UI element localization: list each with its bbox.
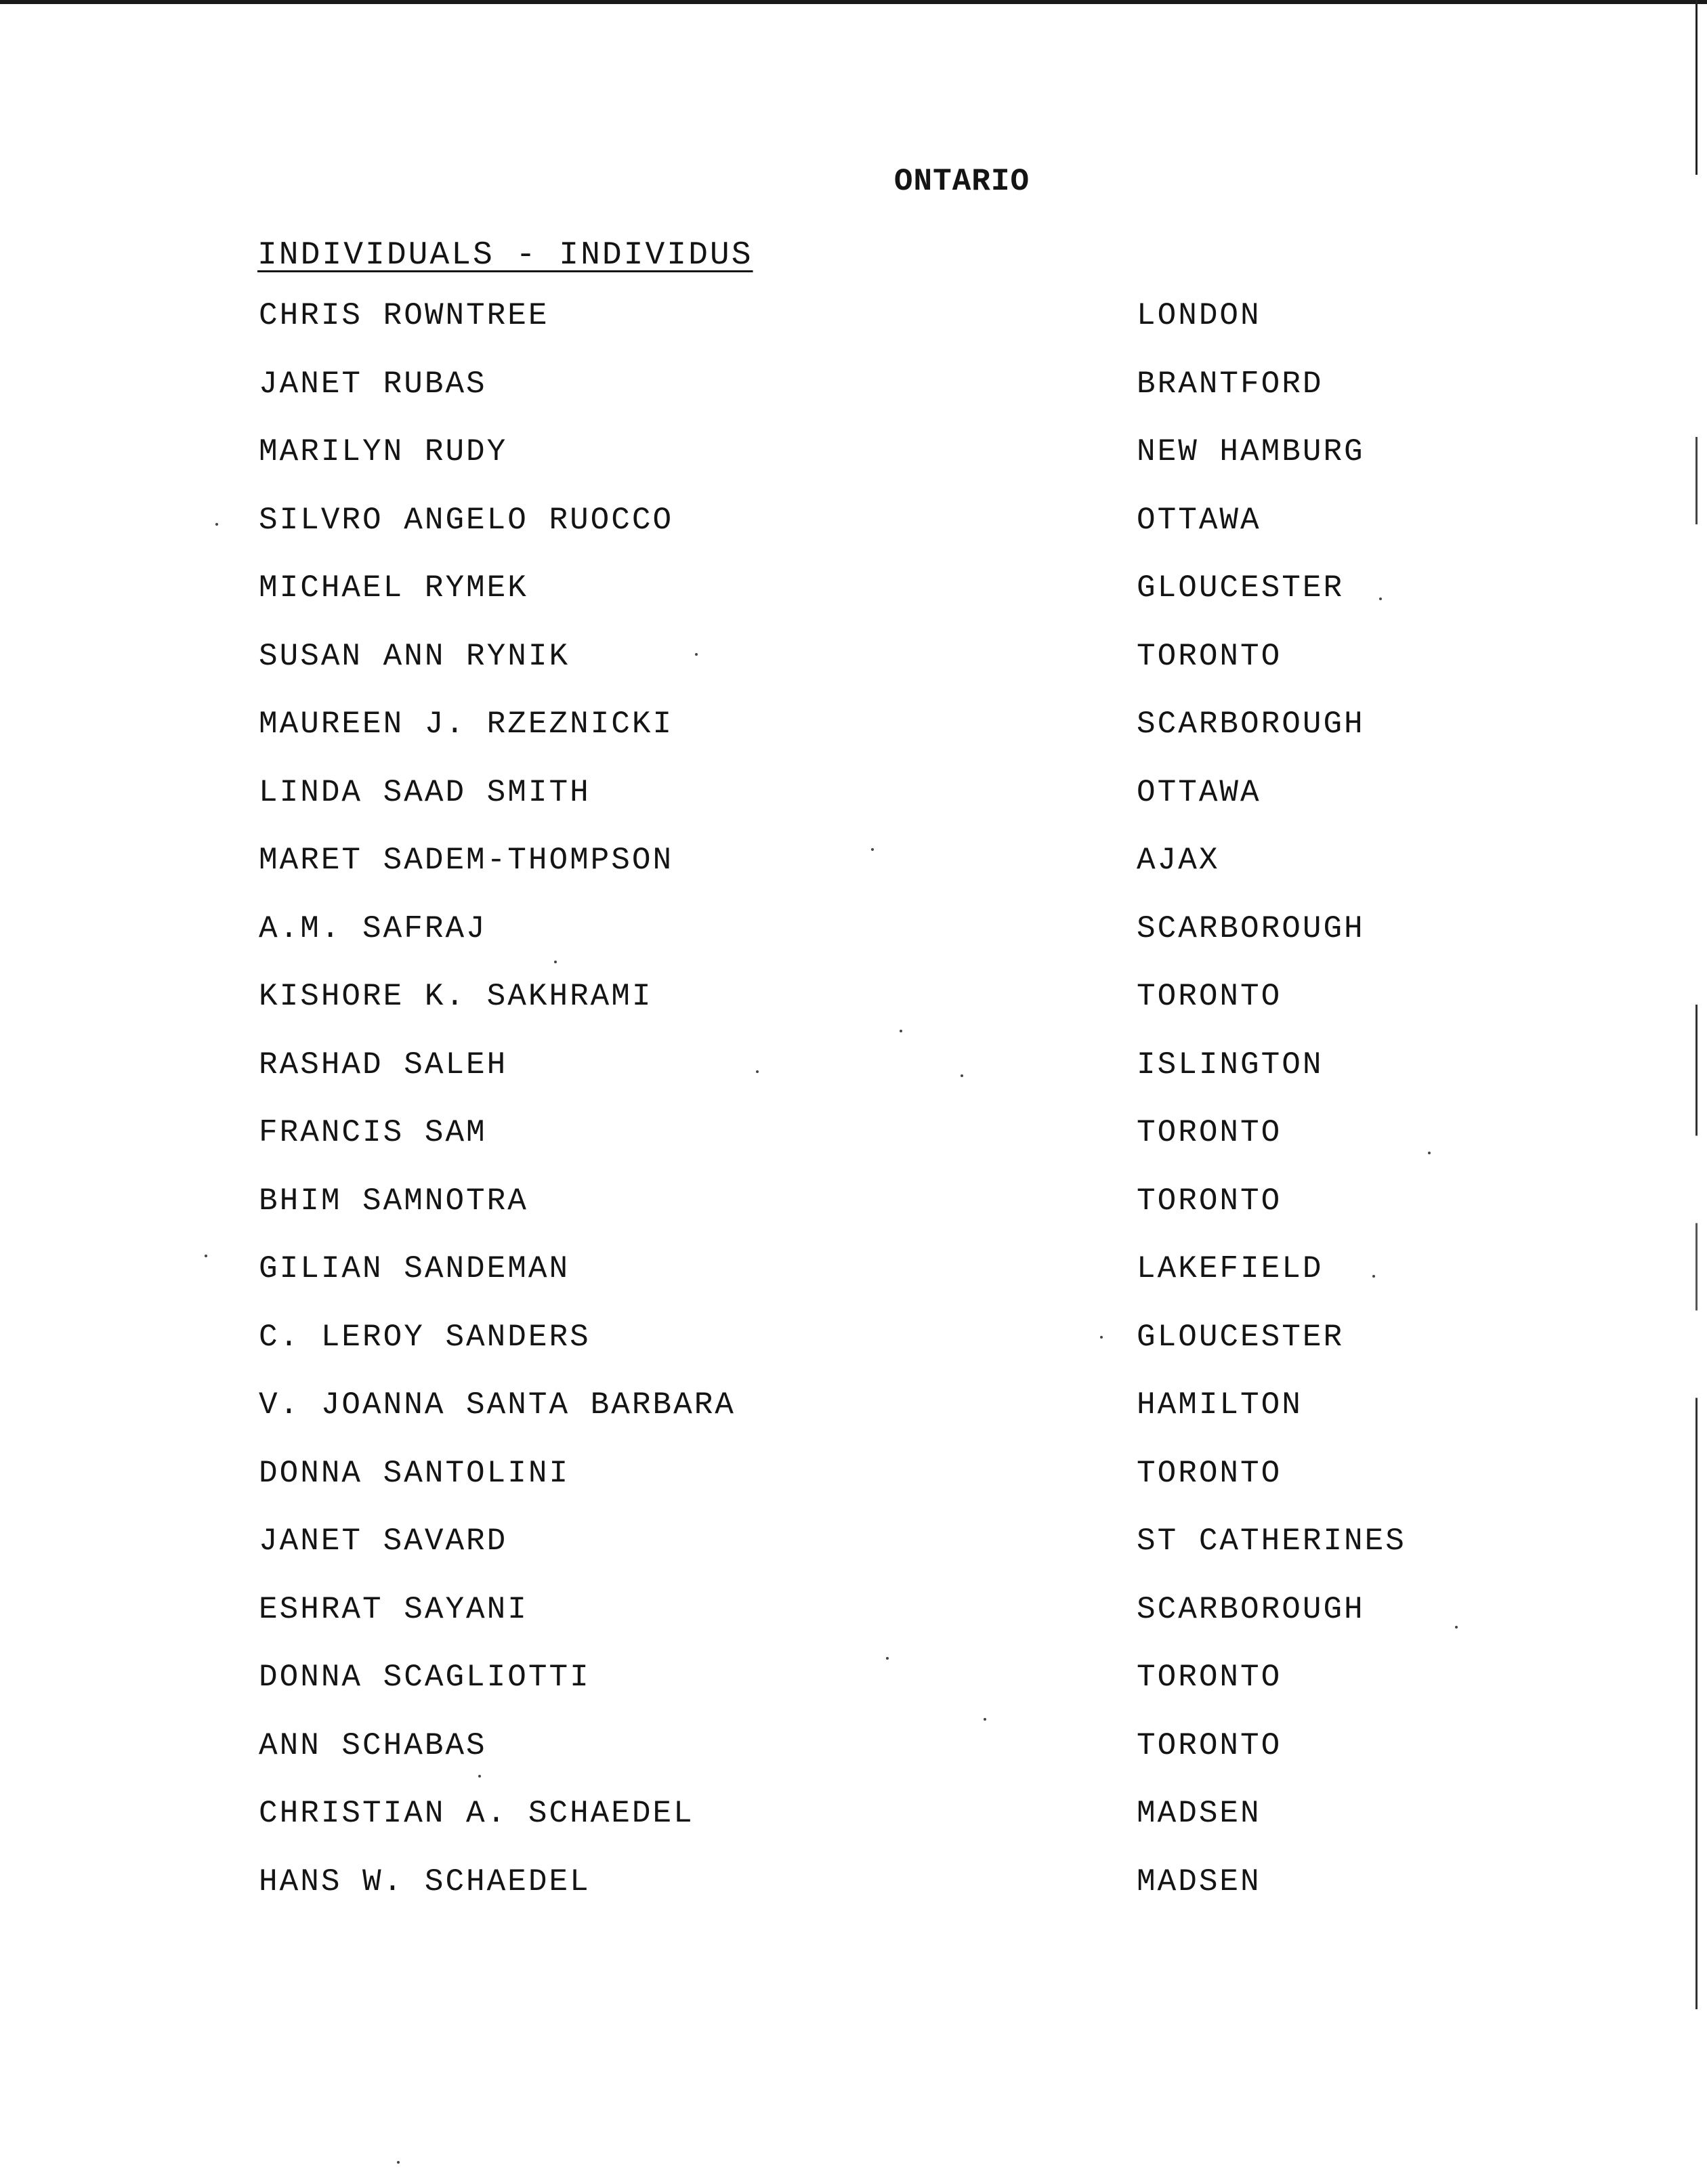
list-item bbox=[0, 1728, 1707, 1797]
scan-speck bbox=[1100, 1336, 1103, 1339]
entry-list bbox=[0, 298, 1707, 1932]
list-item bbox=[0, 1251, 1707, 1320]
scan-speck bbox=[397, 2161, 400, 2164]
scan-speck bbox=[205, 1255, 207, 1257]
entry-city: GLOUCESTER bbox=[1137, 1319, 1345, 1355]
entry-name: RASHAD SALEH bbox=[259, 1047, 508, 1083]
entry-city: LONDON bbox=[1137, 298, 1261, 333]
entry-city: LAKEFIELD bbox=[1137, 1251, 1324, 1286]
list-item bbox=[0, 843, 1707, 911]
entry-name: SUSAN ANN RYNIK bbox=[259, 638, 570, 674]
scan-speck bbox=[554, 961, 557, 963]
scan-speck bbox=[215, 523, 218, 526]
entry-city: SCARBOROUGH bbox=[1137, 910, 1365, 946]
entry-name: A.M. SAFRAJ bbox=[259, 910, 487, 946]
entry-name: JANET SAVARD bbox=[259, 1524, 508, 1559]
scan-speck bbox=[871, 848, 874, 851]
entry-city: TORONTO bbox=[1137, 1455, 1282, 1491]
entry-name: KISHORE K. SAKHRAMI bbox=[259, 979, 653, 1014]
entry-city: SCARBOROUGH bbox=[1137, 707, 1365, 742]
entry-city: HAMILTON bbox=[1137, 1387, 1303, 1423]
entry-name: DONNA SANTOLINI bbox=[259, 1455, 570, 1491]
entry-city: TORONTO bbox=[1137, 638, 1282, 674]
entry-name: DONNA SCAGLIOTTI bbox=[259, 1660, 591, 1695]
list-item bbox=[0, 1864, 1707, 1933]
list-item bbox=[0, 1320, 1707, 1388]
entry-name: CHRIS ROWNTREE bbox=[259, 298, 549, 333]
entry-name: MAUREEN J. RZEZNICKI bbox=[259, 707, 674, 742]
list-item bbox=[0, 1796, 1707, 1864]
entry-city: TORONTO bbox=[1137, 1115, 1282, 1150]
list-item bbox=[0, 707, 1707, 775]
scan-speck bbox=[756, 1070, 759, 1073]
entry-name: MARET SADEM-THOMPSON bbox=[259, 843, 674, 878]
entry-name: HANS W. SCHAEDEL bbox=[259, 1864, 591, 1899]
entry-name: SILVRO ANGELO RUOCCO bbox=[259, 502, 674, 538]
entry-name: ESHRAT SAYANI bbox=[259, 1591, 528, 1627]
list-item bbox=[0, 1115, 1707, 1183]
entry-city: TORONTO bbox=[1137, 979, 1282, 1014]
entry-name: GILIAN SANDEMAN bbox=[259, 1251, 570, 1286]
list-item bbox=[0, 1592, 1707, 1660]
scan-speck bbox=[695, 653, 698, 656]
scan-speck bbox=[984, 1718, 986, 1721]
list-item bbox=[0, 1387, 1707, 1456]
entry-city: ST CATHERINES bbox=[1137, 1524, 1406, 1559]
list-item bbox=[0, 503, 1707, 571]
list-item bbox=[0, 1660, 1707, 1728]
scan-speck bbox=[886, 1657, 889, 1660]
entry-name: ANN SCHABAS bbox=[259, 1727, 487, 1763]
entry-city: MADSEN bbox=[1137, 1864, 1261, 1899]
entry-city: OTTAWA bbox=[1137, 502, 1261, 538]
list-item bbox=[0, 1047, 1707, 1116]
list-item bbox=[0, 434, 1707, 503]
entry-name: V. JOANNA SANTA BARBARA bbox=[259, 1387, 736, 1423]
list-item bbox=[0, 298, 1707, 366]
scan-speck bbox=[961, 1074, 963, 1077]
list-item bbox=[0, 1183, 1707, 1252]
entry-city: GLOUCESTER bbox=[1137, 570, 1345, 606]
entry-city: AJAX bbox=[1137, 843, 1220, 878]
list-item bbox=[0, 1456, 1707, 1524]
entry-name: MICHAEL RYMEK bbox=[259, 570, 528, 606]
list-item bbox=[0, 979, 1707, 1047]
page-title: ONTARIO bbox=[893, 164, 1030, 199]
scan-speck bbox=[1455, 1626, 1458, 1629]
list-item bbox=[0, 775, 1707, 843]
entry-name: C. LEROY SANDERS bbox=[259, 1319, 591, 1355]
section-heading: INDIVIDUALS - INDIVIDUS bbox=[257, 237, 753, 274]
entry-name: BHIM SAMNOTRA bbox=[259, 1183, 528, 1219]
entry-name: MARILYN RUDY bbox=[259, 434, 508, 469]
scan-speck bbox=[478, 1775, 481, 1778]
scan-top-edge bbox=[0, 0, 1707, 4]
scan-speck bbox=[900, 1030, 902, 1032]
scan-speck bbox=[1428, 1152, 1431, 1154]
scan-speck bbox=[1379, 597, 1382, 600]
scan-speck bbox=[1372, 1275, 1375, 1278]
list-item bbox=[0, 639, 1707, 707]
entry-city: BRANTFORD bbox=[1137, 366, 1324, 402]
entry-city: ISLINGTON bbox=[1137, 1047, 1324, 1083]
entry-city: NEW HAMBURG bbox=[1137, 434, 1365, 469]
list-item bbox=[0, 911, 1707, 980]
list-item bbox=[0, 366, 1707, 435]
list-item bbox=[0, 1524, 1707, 1592]
list-item bbox=[0, 570, 1707, 639]
entry-city: SCARBOROUGH bbox=[1137, 1591, 1365, 1627]
entry-name: LINDA SAAD SMITH bbox=[259, 774, 591, 810]
entry-city: MADSEN bbox=[1137, 1796, 1261, 1831]
entry-name: CHRISTIAN A. SCHAEDEL bbox=[259, 1796, 694, 1831]
entry-name: JANET RUBAS bbox=[259, 366, 487, 402]
entry-name: FRANCIS SAM bbox=[259, 1115, 487, 1150]
entry-city: OTTAWA bbox=[1137, 774, 1261, 810]
entry-city: TORONTO bbox=[1137, 1660, 1282, 1695]
entry-city: TORONTO bbox=[1137, 1183, 1282, 1219]
entry-city: TORONTO bbox=[1137, 1727, 1282, 1763]
